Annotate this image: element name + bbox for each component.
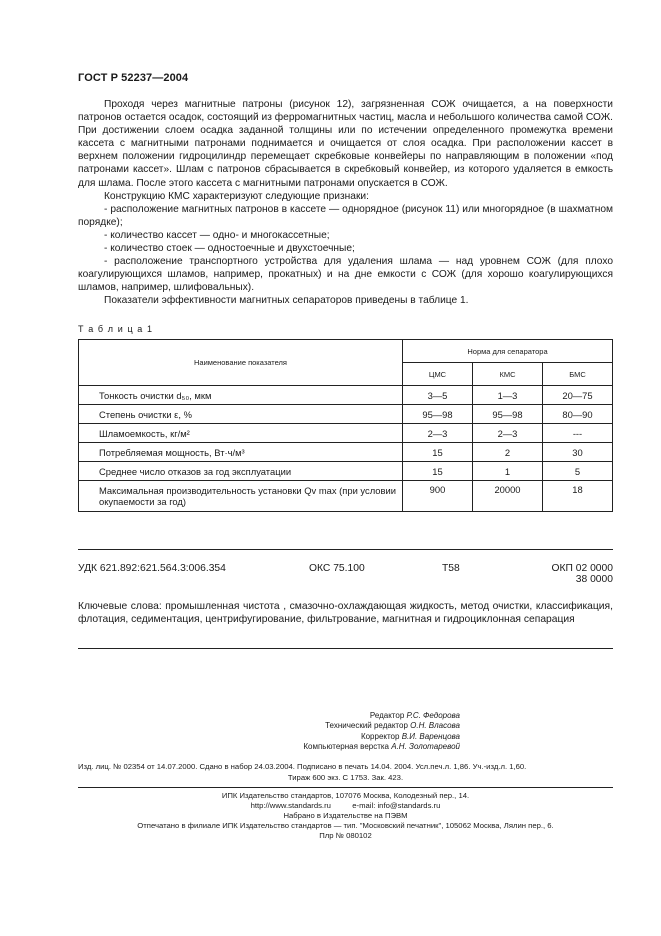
cell: 15	[403, 462, 473, 481]
table-header-row	[79, 340, 613, 363]
table-row	[79, 424, 613, 443]
table-row	[79, 462, 613, 481]
table-row	[79, 443, 613, 462]
paragraph: Проходя через магнитные патроны (рисунок 12), загрязненная СОЖ очищается, а на поверхности патронов остается осадок, состоящий из ферромагнитных частиц, масла и небольшого количества самой СОЖ. При достижении слоем осадка заданной толщины или по истечении определенного промежутка времени кассета с магнитными патронами поднимается и очищается от слоя осадка. При расположении кассет в верхнем положении гидроцилиндр перемещает скребковые конвейеры по направляющим в положении «под патронами кассет». Шлам с патронов сбрасывается в скребковый конвейер, из которого удаляется в емкость для шлама. После этого кассета с магнитными патронами опускается в СОЖ.	[78, 99, 613, 189]
row-label: Шламоемкость, кг/м²	[79, 424, 403, 443]
page-header: ГОСТ Р 52237—2004	[78, 72, 189, 84]
credit-tech-editor: Технический редактор О.Н. Власова	[325, 721, 460, 731]
t-code: Т58	[442, 563, 460, 574]
imprint-line: Отпечатано в филиале ИПК Издательство стандартов — тип. "Московский печатник", 105062 Москва, Лялин пер., 6.	[137, 821, 554, 831]
cell: 5	[543, 462, 613, 481]
paragraph: Показатели эффективности магнитных сепараторов приведены в таблице 1.	[104, 295, 469, 307]
cell: ---	[543, 424, 613, 443]
row-label: Тонкость очистки d₅₀, мкм	[79, 386, 403, 405]
cell: 900	[403, 481, 473, 512]
cell: 1—3	[473, 386, 543, 405]
table-row	[79, 481, 613, 512]
cell: 2—3	[403, 424, 473, 443]
body-text	[78, 98, 613, 308]
divider	[78, 549, 613, 550]
publishing-line: Изд. лиц. № 02354 от 14.07.2000. Сдано в набор 24.03.2004. Подписано в печать 14.04. 2004. Усл.печ.л. 1,86. Уч.-изд.л. 1,60.	[78, 762, 527, 771]
imprint-line: http://www.standards.ru e-mail: info@standards.ru	[250, 801, 441, 811]
table-row	[79, 386, 613, 405]
row-label: Максимальная производительность установки Qv max (при условии окупаемости за год)	[79, 481, 403, 512]
cell: 95—98	[473, 405, 543, 424]
okp-code-line2: 38 0000	[575, 574, 613, 585]
table-caption: Т а б л и ц а 1	[78, 324, 154, 334]
credit-layout: Компьютерная верстка А.Н. Золотаревой	[303, 741, 460, 751]
header-name: Наименование показателя	[79, 340, 403, 386]
list-item: - количество стоек — одностоечные и двухстоечные;	[104, 243, 355, 255]
imprint-line: Набрано в Издательстве на ПЭВМ	[283, 811, 408, 821]
credits	[180, 711, 460, 752]
credit-corrector: Корректор В.И. Варенцова	[360, 731, 460, 741]
row-label: Среднее число отказов за год эксплуатации	[79, 462, 403, 481]
list-item: - расположение магнитных патронов в кассете — однорядное (рисунок 11) или многорядное (в шахматном порядке);	[78, 203, 613, 228]
table-row	[79, 405, 613, 424]
publishing-info	[78, 762, 613, 783]
data-table	[78, 339, 613, 512]
oks-code: ОКС 75.100	[309, 563, 365, 574]
publishing-line: Тираж 600 экз. С 1753. Зак. 423.	[287, 772, 404, 782]
cell: 3—5	[403, 386, 473, 405]
cell: 1	[473, 462, 543, 481]
imprint	[78, 791, 613, 841]
divider	[78, 787, 613, 788]
cell: 30	[543, 443, 613, 462]
cell: 95—98	[403, 405, 473, 424]
okp-code	[542, 563, 613, 585]
row-label: Потребляемая мощность, Вт·ч/м³	[79, 443, 403, 462]
udk-code: УДК 621.892:621.564.3:006.354	[78, 563, 226, 574]
col-header: КМС	[473, 363, 543, 386]
col-header: ЦМС	[403, 363, 473, 386]
imprint-line: ИПК Издательство стандартов, 107076 Москва, Колодезный пер., 14.	[221, 791, 470, 800]
cell: 20000	[473, 481, 543, 512]
list-item: - расположение транспортного устройства для удаления шлама — над уровнем СОЖ (для плохо коагулирующихся шламов, например, прокатных) и на дне емкости с СОЖ (для хорошо коагулирующихся шламов, например, шлифовальных).	[78, 256, 613, 294]
cell: 2	[473, 443, 543, 462]
cell: 80—90	[543, 405, 613, 424]
cell: 20—75	[543, 386, 613, 405]
list-item: - количество кассет — одно- и многокассетные;	[104, 229, 330, 241]
cell: 15	[403, 443, 473, 462]
cell: 2—3	[473, 424, 543, 443]
okp-code-line1: ОКП 02 0000	[551, 563, 613, 574]
cell: 18	[543, 481, 613, 512]
keywords: Ключевые слова: промышленная чистота , смазочно-охлаждающая жидкость, метод очистки, классификация, флотация, седиментация, центрифугирование, фильтрование, магнитная и гидроциклонная сепарация	[78, 601, 613, 625]
imprint-line: Плр № 080102	[319, 831, 372, 841]
paragraph: Конструкцию КМС характеризуют следующие признаки:	[104, 190, 369, 202]
header-norm: Норма для сепаратора	[403, 340, 613, 363]
credit-editor: Редактор Р.С. Федорова	[369, 711, 460, 720]
divider	[78, 648, 613, 649]
row-label: Степень очистки ε, %	[79, 405, 403, 424]
col-header: БМС	[543, 363, 613, 386]
